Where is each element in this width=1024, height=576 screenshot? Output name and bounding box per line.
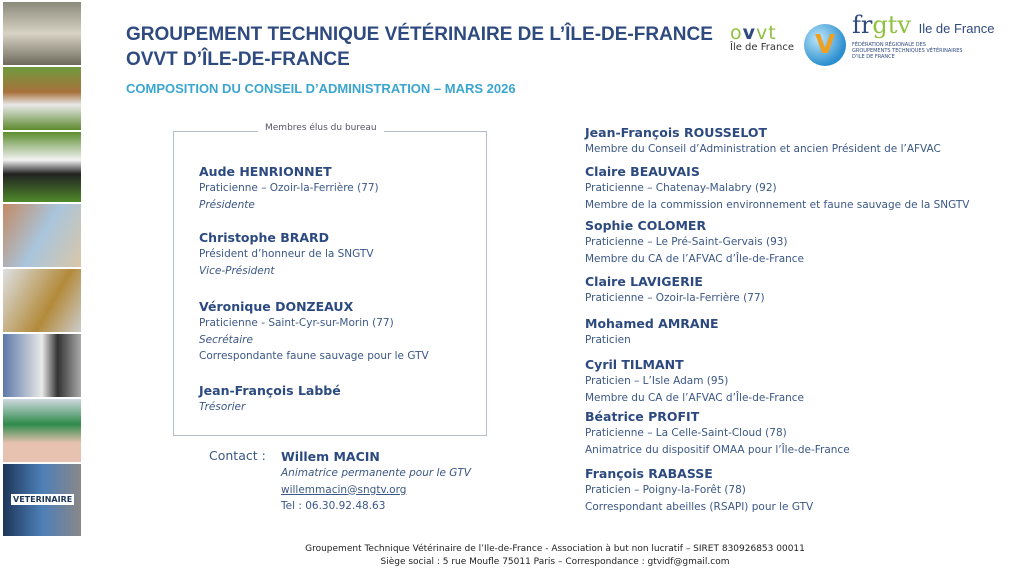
sheep-photo [3,2,81,65]
subtitle: COMPOSITION DU CONSEIL D’ADMINISTRATION – MARS 2026 [126,81,516,96]
photo-strip [3,2,81,538]
beekeeper-photo [3,269,81,332]
bureau-member: Jean-François Labbé Trésorier [199,383,341,413]
title-line-2: OVVT D’ÎLE-DE-FRANCE [126,49,350,70]
pigs-photo [3,399,81,462]
member: Jean-François ROUSSELOT Membre du Conseil d’Administration et ancien Président de l’AFVAC [585,125,941,155]
member: Sophie COLOMER Praticienne – Le Pré-Saint-Gervais (93) Membre du CA de l’AFVAC d’Île-de-France [585,218,805,265]
member: Claire LAVIGERIE Praticienne – Ozoir-la-Ferrière (77) [585,274,765,304]
ovvt-logo: ovvt Île de France [730,22,794,53]
bureau-member: Christophe BRARD Président d’honneur de la SNGTV Vice-Président [199,230,374,277]
contact-email-link[interactable]: willemmacin@sngtv.org [281,483,407,496]
goat-photo [3,132,81,202]
contact-label: Contact : [209,448,266,463]
member: Claire BEAUVAIS Praticienne – Chatenay-Malabry (92) Membre de la commission environnement et faune sauvage de la SNGTV [585,164,970,211]
bureau-member: Aude HENRIONNET Praticienne – Ozoir-la-Ferrière (77) Présidente [199,164,379,211]
frgtv-emblem-icon: V [804,24,846,66]
title-line-1: GROUPEMENT TECHNIQUE VÉTÉRINAIRE DE L’ÎLE-DE-FRANCE [126,24,713,45]
woman-owl-photo [3,204,81,267]
veterinaire-sign-photo [3,464,81,536]
member: Béatrice PROFIT Praticienne – La Celle-Saint-Cloud (78) Animatrice du dispositif OMAA pour l’Île-de-France [585,409,850,456]
footer-line-1: Groupement Technique Vétérinaire de l’Ile-de-France - Association à but non lucratif – SIRET 830926853 00011 [305,544,805,554]
veterinaire-badge: VETERINAIRE [13,495,73,504]
chickens-photo [3,67,81,130]
member: Cyril TILMANT Praticien – L’Isle Adam (95) Membre du CA de l’AFVAC d’Île-de-France [585,357,805,404]
footer-line-2: Siège social : 5 rue Moufle 75011 Paris – Correspondance : gtvidf@gmail.com [380,557,730,567]
member: Mohamed AMRANE Praticien [585,316,719,346]
bureau-legend: Membres élus du bureau [258,123,384,133]
frgtv-logo: frgtv Ile de France FÉDÉRATION RÉGIONALE DES GROUPEMENTS TECHNIQUES VÉTÉRINAIRES D'ILE DE FRANCE [852,11,995,60]
contact-block: Willem MACIN Animatrice permanente pour le GTV willemmacin@sngtv.org Tel : 06.30.92.48.63 [281,448,471,515]
contact-name: Willem MACIN [281,449,380,464]
bureau-member: Véronique DONZEAUX Praticienne - Saint-Cyr-sur-Morin (77) Secrétaire Correspondante faune sauvage pour le GTV [199,299,429,362]
contact-phone: Tel : 06.30.92.48.63 [281,500,386,512]
member: François RABASSE Praticien – Poigny-la-Forêt (78) Correspondant abeilles (RSAPI) pour le GTV [585,466,814,513]
cows-photo [3,334,81,397]
